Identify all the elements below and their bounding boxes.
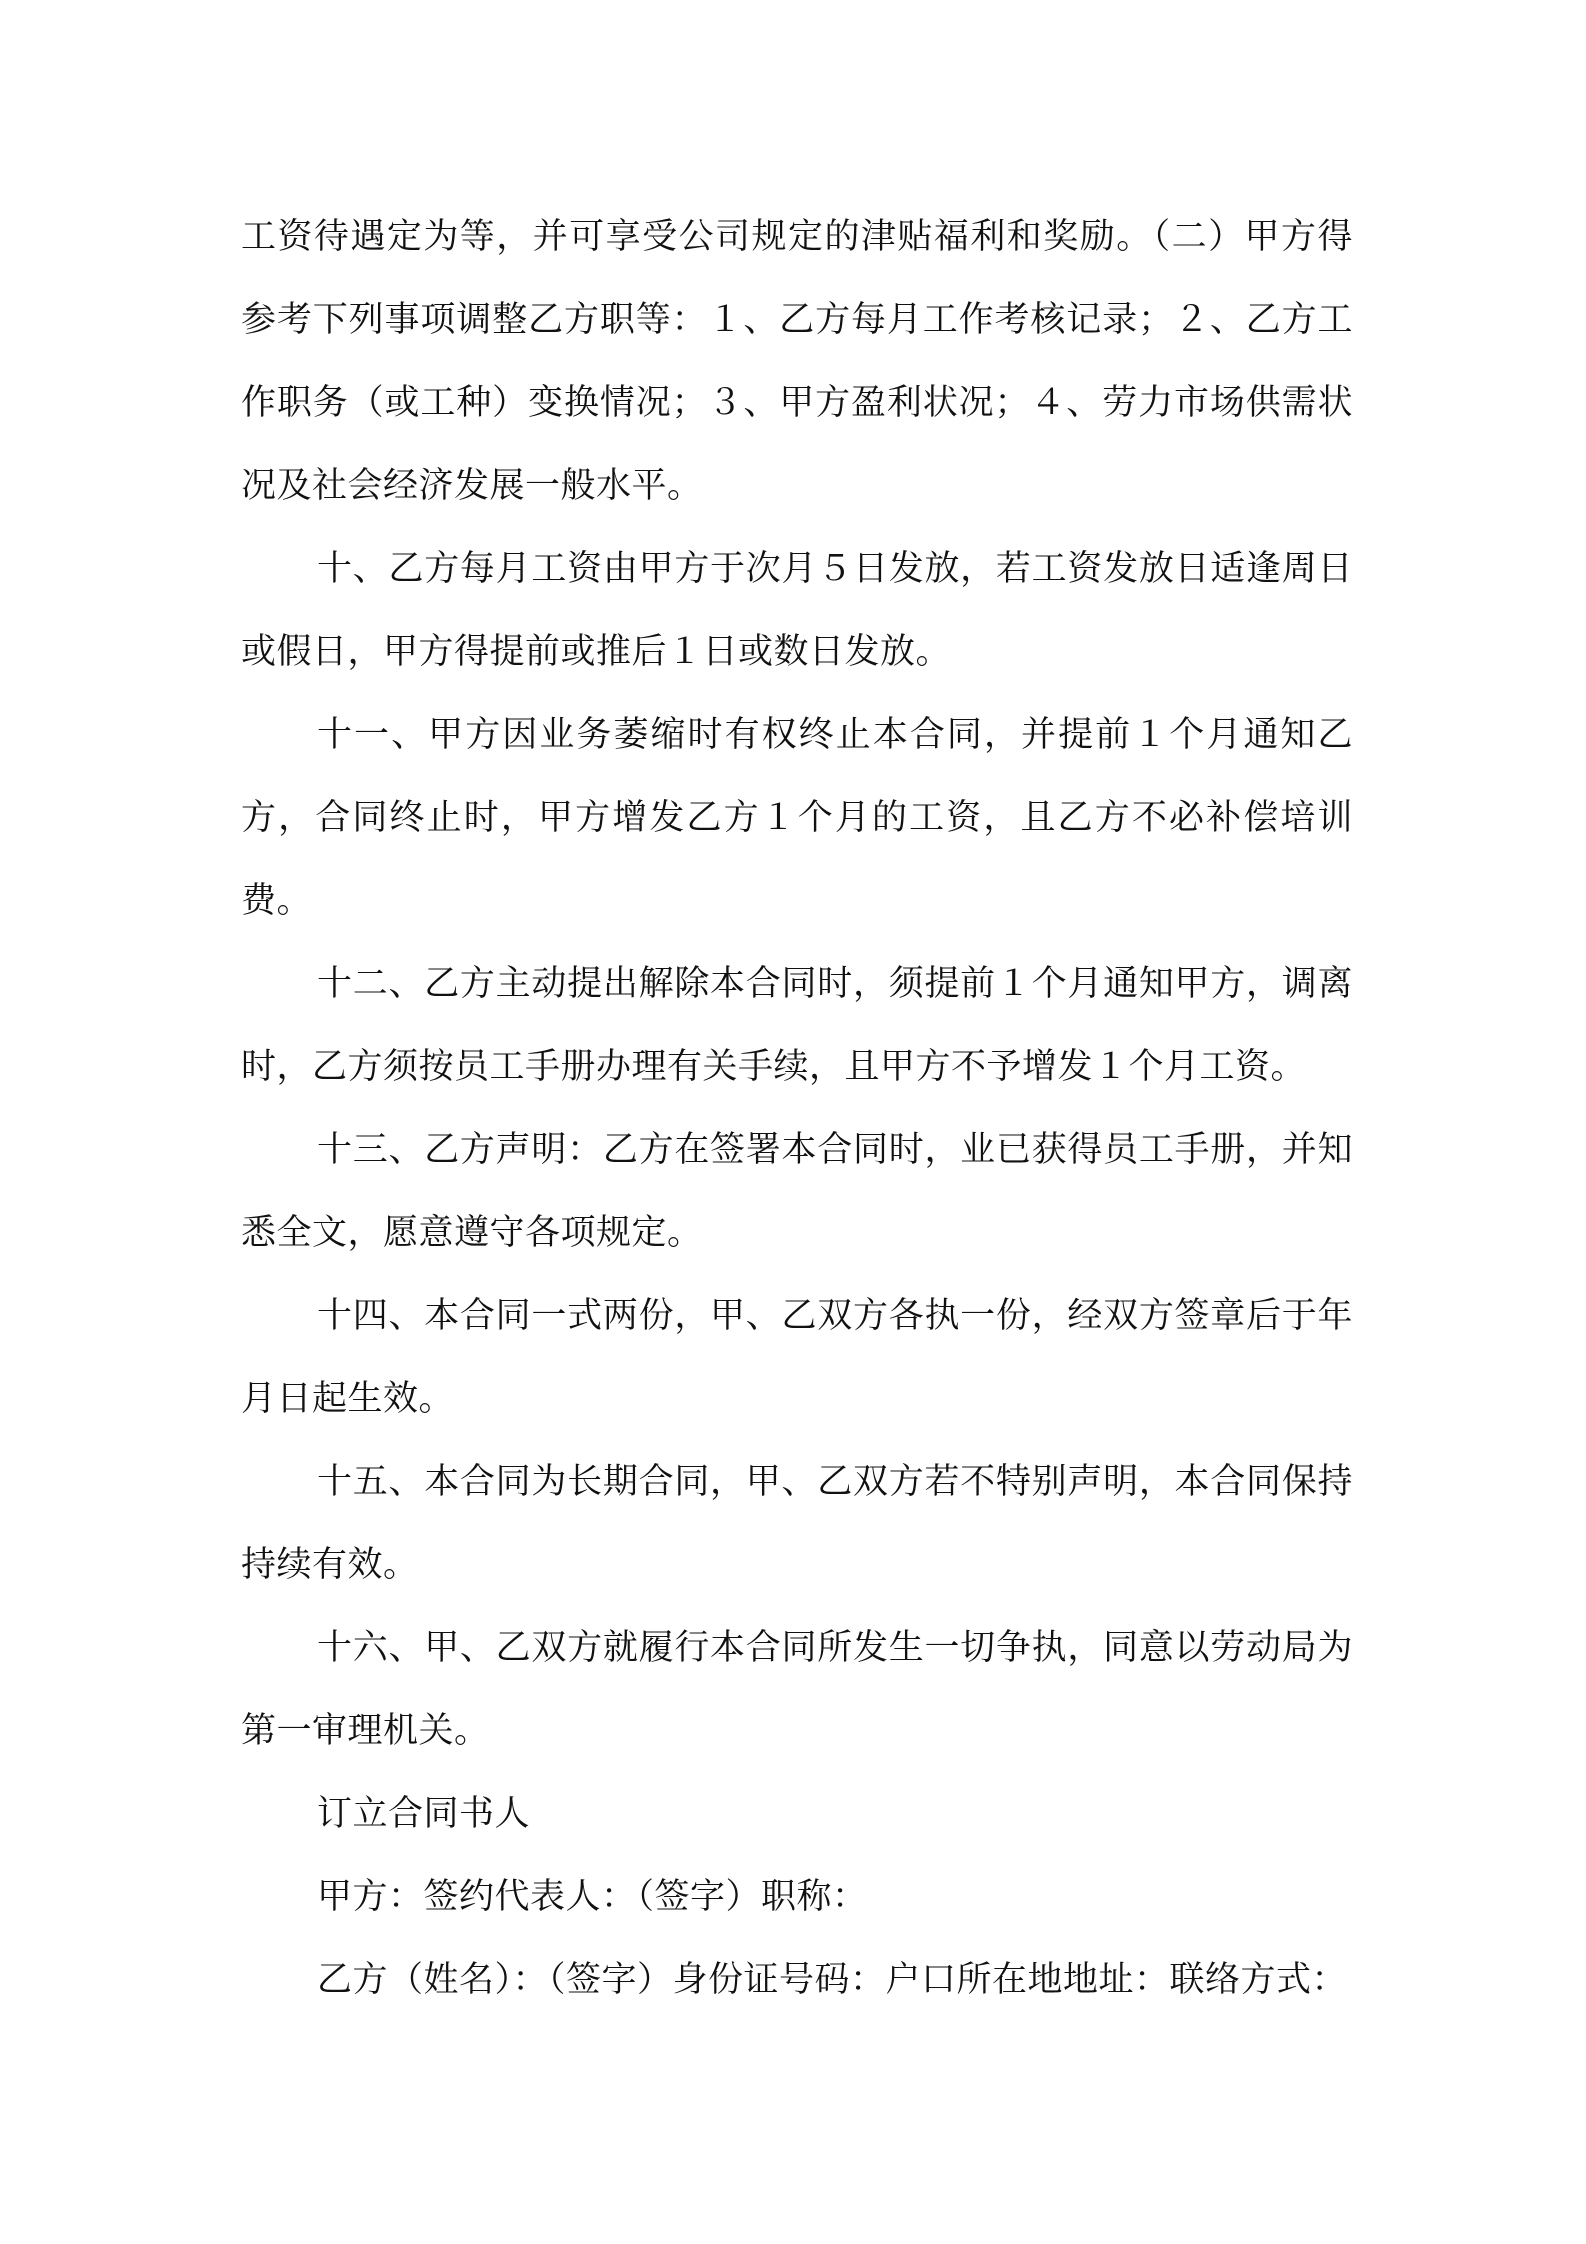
- clause-16-dispute-resolution: 十六、甲、乙双方就履行本合同所发生一切争执，同意以劳动局为第一审理机关。: [241, 1628, 1353, 1751]
- clause-10-payment-date: 十、乙方每月工资由甲方于次月５日发放，若工资发放日适逢周日或假日，甲方得提前或推后１日或数日发放。: [241, 549, 1353, 672]
- party-a-signature-line: 甲方：签约代表人：（签字）职称：: [317, 1877, 868, 1917]
- signature-heading: 订立合同书人: [317, 1794, 531, 1834]
- party-b-signature-line: 乙方（姓名）：（签字）身份证号码：户口所在地地址：联络方式：: [317, 1960, 1348, 2000]
- clause-11-termination-by-employer: 十一、甲方因业务萎缩时有权终止本合同，并提前１个月通知乙方，合同终止时，甲方增发乙方１个月的工资，且乙方不必补偿培训费。: [241, 715, 1353, 921]
- paragraph-salary-adjustment: 工资待遇定为等，并可享受公司规定的津贴福利和奖励。（二）甲方得参考下列事项调整乙方职等：１、乙方每月工作考核记录；２、乙方工作职务（或工种）变换情况；３、甲方盈利状况；４、劳力市场供需状况及社会经济发展一般水平。: [241, 217, 1353, 506]
- clause-15-long-term-contract: 十五、本合同为长期合同，甲、乙双方若不特别声明，本合同保持持续有效。: [241, 1462, 1353, 1585]
- clause-12-resignation-by-employee: 十二、乙方主动提出解除本合同时，须提前１个月通知甲方，调离时，乙方须按员工手册办理有关手续，且甲方不予增发１个月工资。: [241, 964, 1353, 1087]
- clause-14-copies-and-effect: 十四、本合同一式两份，甲、乙双方各执一份，经双方签章后于年月日起生效。: [241, 1296, 1353, 1419]
- clause-13-employee-declaration: 十三、乙方声明：乙方在签署本合同时，业已获得员工手册，并知悉全文，愿意遵守各项规定。: [241, 1130, 1353, 1253]
- document-body: [241, 196, 1353, 2022]
